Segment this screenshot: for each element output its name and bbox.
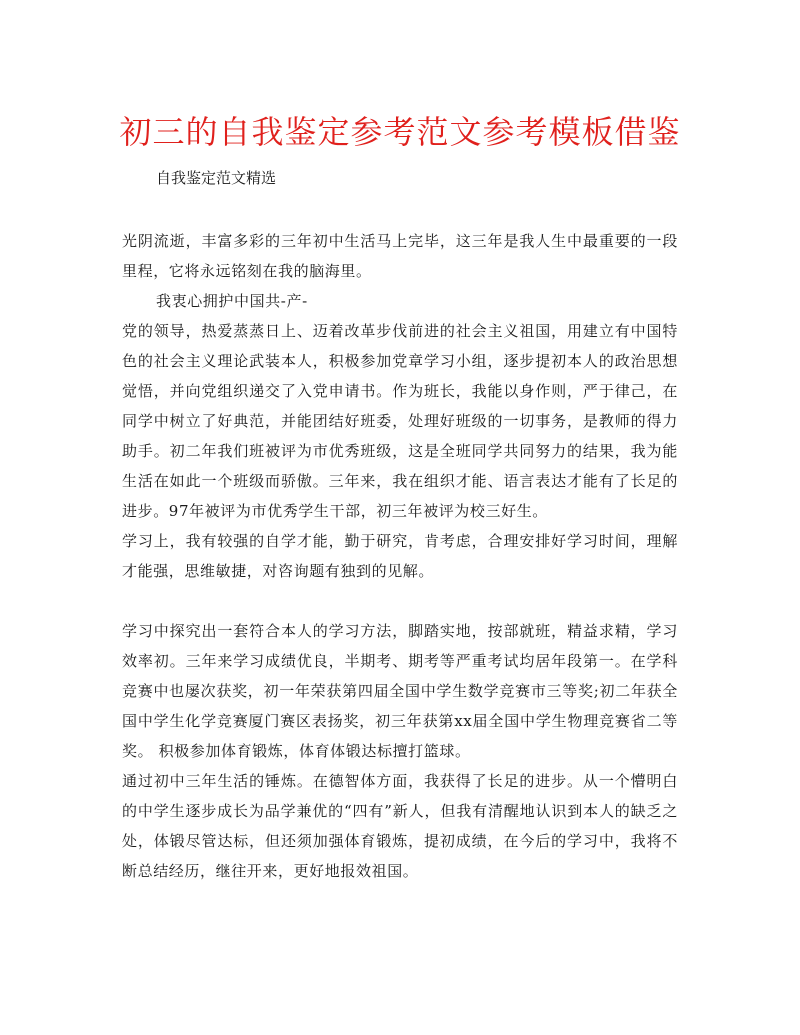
paragraph-politics: 党的领导，热爱蒸蒸日上、迈着改革步伐前进的社会主义祖国，用建立有中国特色的社会主义理论武装本人，积极参加党章学习小组，逐步提初本人的政治思想觉悟，并向党组织递交了入党申请书。作为班长，我能以身作则，严于律己，在同学中树立了好典范，并能团结好班委，处理好班级的一切事务，是教师的得力助手。初二年我们班被评为市优秀班级，这是全班同学共同努力的结果，我为能生活在如此一个班级而骄傲。三年来，我在组织才能、语言表达才能有了长足的进步。97年被评为市优秀学生干部，初三年被评为校三好生。 [122, 322, 678, 520]
paragraph-intro: 光阴流逝，丰富多彩的三年初中生活马上完毕，这三年是我人生中最重要的一段里程，它将永远铭刻在我的脑海里。 [122, 232, 678, 280]
paragraph-conclusion: 通过初中三年生活的锤炼。在德智体方面，我获得了长足的进步。从一个懵明白的中学生逐步成长为品学兼优的“四有”新人，但我有清醒地认识到本人的缺乏之处，体锻尽管达标，但还须加强体育锻炼，提初成绩，在今后的学习中，我将不断总结经历，继往开来，更好地报效祖国。 [122, 772, 678, 880]
page-title: 初三的自我鉴定参考范文参考模板借鉴 [119, 113, 681, 151]
paragraph-support: 我衷心拥护中国共-产- [156, 292, 308, 310]
document-body [122, 226, 678, 886]
paragraph-self-study: 学习上，我有较强的自学才能，勤于研究，肯考虑，合理安排好学习时间，理解才能强，思维敏捷，对咨询题有独到的见解。 [122, 532, 678, 580]
page-subtitle: 自我鉴定范文精选 [156, 169, 277, 187]
paragraph-study-method: 学习中探究出一套符合本人的学习方法，脚踏实地，按部就班，精益求精，学习效率初。三年来学习成绩优良，半期考、期考等严重考试均居年段第一。在学科竞赛中也屡次获奖，初一年荣获第四届全国中学生数学竞赛市三等奖;初二年获全国中学生化学竞赛厦门赛区表扬奖，初三年获第xx届全国中学生物理竞赛省二等奖。 积极参加体育锻炼，体育体锻达标擅打篮球。 [122, 622, 678, 760]
